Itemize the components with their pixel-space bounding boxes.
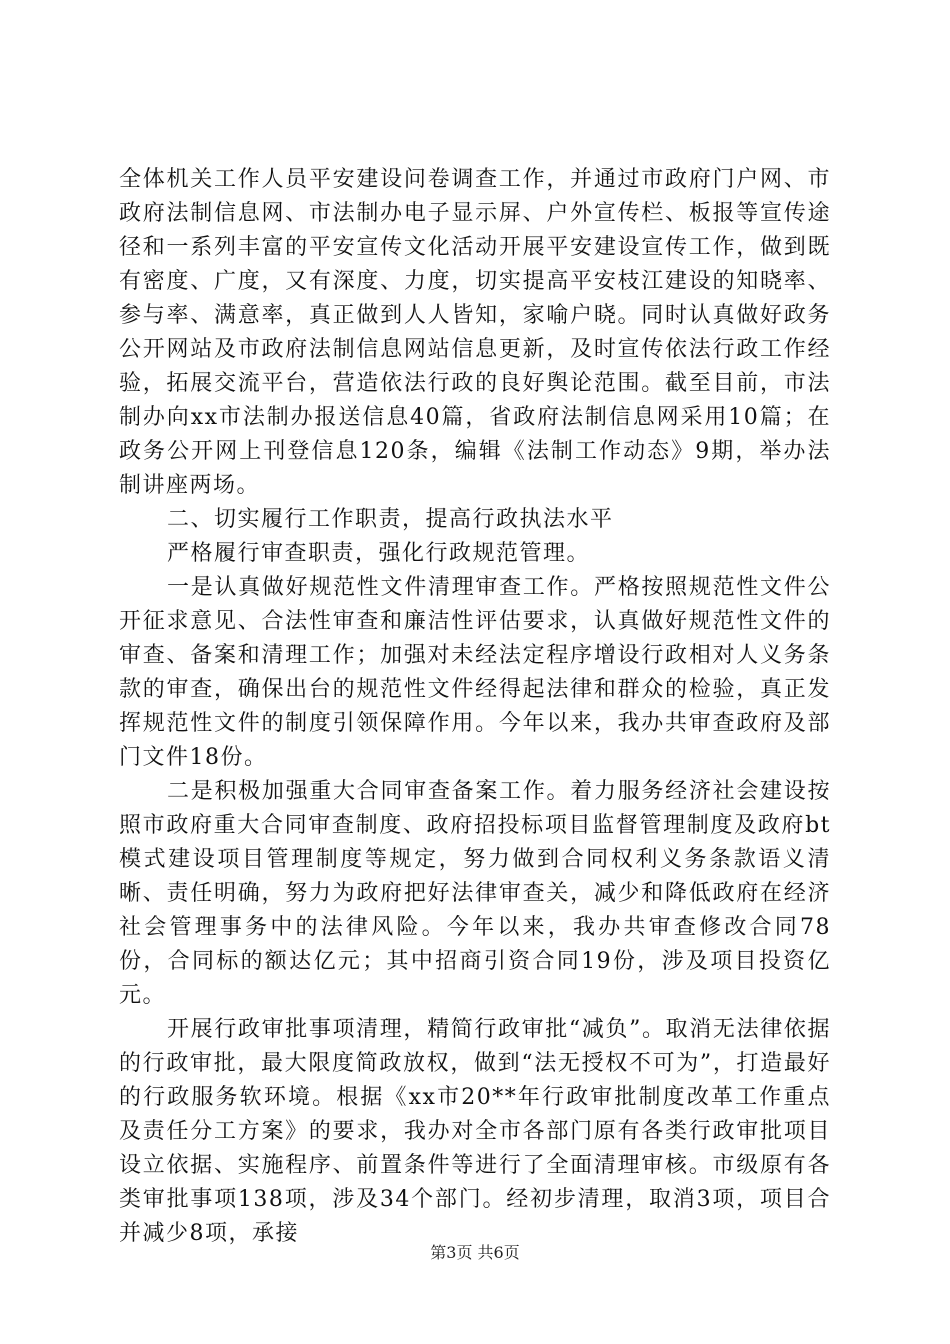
page-number-footer: 第3页 共6页	[430, 1243, 520, 1262]
paragraph-normative-documents: 一是认真做好规范性文件清理审查工作。严格按照规范性文件公开征求意见、合法性审查和廉洁性评估要求，认真做好规范性文件的审查、备案和清理工作；加强对未经法定程序增设行政相对人义务条款的审查，确保出台的规范性文件经得起法律和群众的检验，真正发挥规范性文件的制度引领保障作用。今年以来，我办共审查政府及部门文件18份。	[119, 575, 831, 770]
paragraph-1: 全体机关工作人员平安建设问卷调查工作，并通过市政府门户网、市政府法制信息网、市法制办电子显示屏、户外宣传栏、板报等宣传途径和一系列丰富的平安宣传文化活动开展平安建设宣传工作，做到既有密度、广度，又有深度、力度，切实提高平安枝江建设的知晓率、参与率、满意率，真正做到人人皆知，家喻户晓。同时认真做好政务公开网站及市政府法制信息网站信息更新，及时宣传依法行政工作经验，拓展交流平台，营造依法行政的良好舆论范围。截至目前，市法制办向xx市法制办报送信息40篇，省政府法制信息网采用10篇；在政务公开网上刊登信息120条，编辑《法制工作动态》9期，举办法制讲座两场。	[119, 167, 831, 498]
paragraph-contract-review: 二是积极加强重大合同审查备案工作。着力服务经济社会建设按照市政府重大合同审查制度、政府招投标项目监督管理制度及政府bt模式建设项目管理制度等规定，努力做到合同权利义务条款语义清晰、责任明确，努力为政府把好法律审查关，减少和降低政府在经济社会管理事务中的法律风险。今年以来，我办共审查修改合同78份，合同标的额达亿元；其中招商引资合同19份，涉及项目投资亿元。	[119, 779, 831, 1008]
paragraph-administrative-approval: 开展行政审批事项清理，精简行政审批“减负”。取消无法律依据的行政审批，最大限度简政放权，做到“法无授权不可为”，打造最好的行政服务软环境。根据《xx市20**年行政审批制度改革工作重点及责任分工方案》的要求，我办对全市各部门原有各类行政审批项目设立依据、实施程序、前置条件等进行了全面清理审核。市级原有各类审批事项138项，涉及34个部门。经初步清理，取消3项，项目合并减少8项，承接	[119, 1017, 831, 1246]
subsection-heading: 严格履行审查职责，强化行政规范管理。	[167, 541, 591, 566]
section-heading-2: 二、切实履行工作职责，提高行政执法水平	[167, 507, 614, 532]
document-body	[119, 163, 831, 1251]
